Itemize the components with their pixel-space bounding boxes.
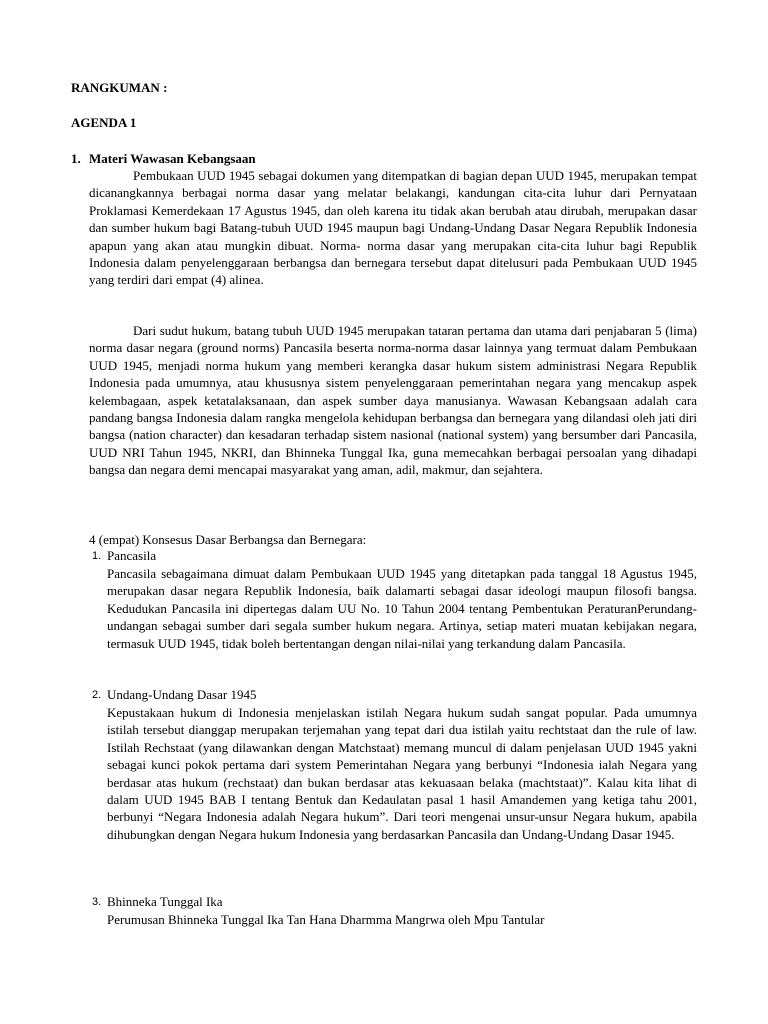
list-item-body-uud: Kepustakaan hukum di Indonesia menjelaskan istilah Negara hukum sudah sangat popular. Pada umumnya istilah tersebut dianggap merupakan terjemahan yang tepat dari dua istilah yaitu rechtstaat dan the rule of law. Istilah Rechstaat (yang dilawankan dengan Matchstaat) memang muncul di dalam penjelasan UUD 1945 yakni sebagai kunci pokok pertama dari system Pemerintahan Negara yang berbunyi “Indonesia ialah Negara yang berdasar atas hukum (rechstaat) dan bukan berdasar atas kekuasaan belaka (machtstaat)”. Kalau kita lihat di dalam UUD 1945 BAB I tentang Bentuk dan Kedaulatan pasal 1 hasil Amandemen yang ketiga tahu 2001, berbunyi “Negara Indonesia adalah Negara hukum”. Dari teori mengenai unsur-unsur Negara hukum, apabila dihubungkan dengan Negara hukum Indonesia yang berdasarkan Pancasila dan Undang-Undang Dasar 1945.	[107, 705, 697, 842]
agenda-heading: AGENDA 1	[71, 115, 137, 130]
list-number: 1.	[92, 550, 102, 562]
paragraph-sudut-hukum: Dari sudut hukum, batang tubuh UUD 1945 merupakan tataran pertama dan utama dari penjabaran 5 (lima) norma dasar negara (ground norms) Pancasila beserta norma-norma dasar lainnya yang termuat dalam Pembukaan UUD 1945, menjadi norma hukum yang memberi kerangka dasar hukum sistem administrasi Negara Republik Indonesia pada umumnya, atau khususnya sistem penyelenggaraan pemerintahan negara yang mencakup aspek kelembagaan, aspek ketatalaksanaan, dan aspek sumber daya manusianya. Wawasan Kebangsaan adalah cara pandang bangsa Indonesia dalam rangka mengelola kehidupan berbangsa dan bernegara yang dilandasi oleh jati diri bangsa (nation character) dan kesadaran terhadap sistem nasional (national system) yang bersumber dari Pancasila, UUD NRI Tahun 1945, NKRI, dan Bhinneka Tunggal Ika, guna memecahkan berbagai persoalan yang dihadapi bangsa dan negara demi mencapai masyarakat yang aman, adil, makmur, dan sejahtera.	[89, 323, 697, 478]
list-item-title-bhinneka: Bhinneka Tunggal Ika	[107, 894, 223, 909]
section-number: 1.	[71, 151, 81, 166]
list-number: 2.	[92, 689, 102, 701]
document-title: RANGKUMAN :	[71, 80, 168, 95]
list-item-title-pancasila: Pancasila	[107, 548, 157, 563]
section-title: Materi Wawasan Kebangsaan	[89, 151, 256, 166]
section-heading	[71, 150, 256, 167]
list-item-body-bhinneka: Perumusan Bhinneka Tunggal Ika Tan Hana Dharmma Mangrwa oleh Mpu Tantular	[107, 912, 545, 927]
list-item-body-pancasila: Pancasila sebagaimana dimuat dalam Pembukaan UUD 1945 yang ditetapkan pada tanggal 18 Agustus 1945, merupakan dasar negara Republik Indonesia, baik dalamarti sebagai dasar ideologi maupun filosofi bangsa. Kedudukan Pancasila ini dipertegas dalam UU No. 10 Tahun 2004 tentang Pembentukan PeraturanPerundang-undangan sebagai sumber dari segala sumber hukum negara. Artinya, setiap materi muatan kebijakan negara, termasuk UUD 1945, tidak boleh bertentangan dengan nilai-nilai yang terkandung dalam Pancasila.	[107, 566, 697, 651]
paragraph-pembukaan: Pembukaan UUD 1945 sebagai dokumen yang ditempatkan di bagian depan UUD 1945, merupakan tempat dicanangkannya berbagai norma dasar yang melatar belakangi, kandungan cita-cita luhur dari Pernyataan Proklamasi Kemerdekaan 17 Agustus 1945, dan oleh karena itu tidak akan berubah atau dirubah, merupakan dasar dan sumber hukum bagi Batang-tubuh UUD 1945 maupun bagi Undang-Undang Dasar Negara Republik Indonesia apapun yang akan atau mungkin dibuat. Norma- norma dasar yang merupakan cita-cita luhur bagi Republik Indonesia dalam penyelenggaraan berbangsa dan bernegara tersebut dapat ditelusuri pada Pembukaan UUD 1945 yang terdiri dari empat (4) alinea.	[89, 168, 697, 288]
list-item-title-uud: Undang-Undang Dasar 1945	[107, 687, 257, 702]
konsensus-intro: 4 (empat) Konsesus Dasar Berbangsa dan Bernegara:	[89, 532, 367, 547]
list-number: 3.	[92, 896, 102, 908]
